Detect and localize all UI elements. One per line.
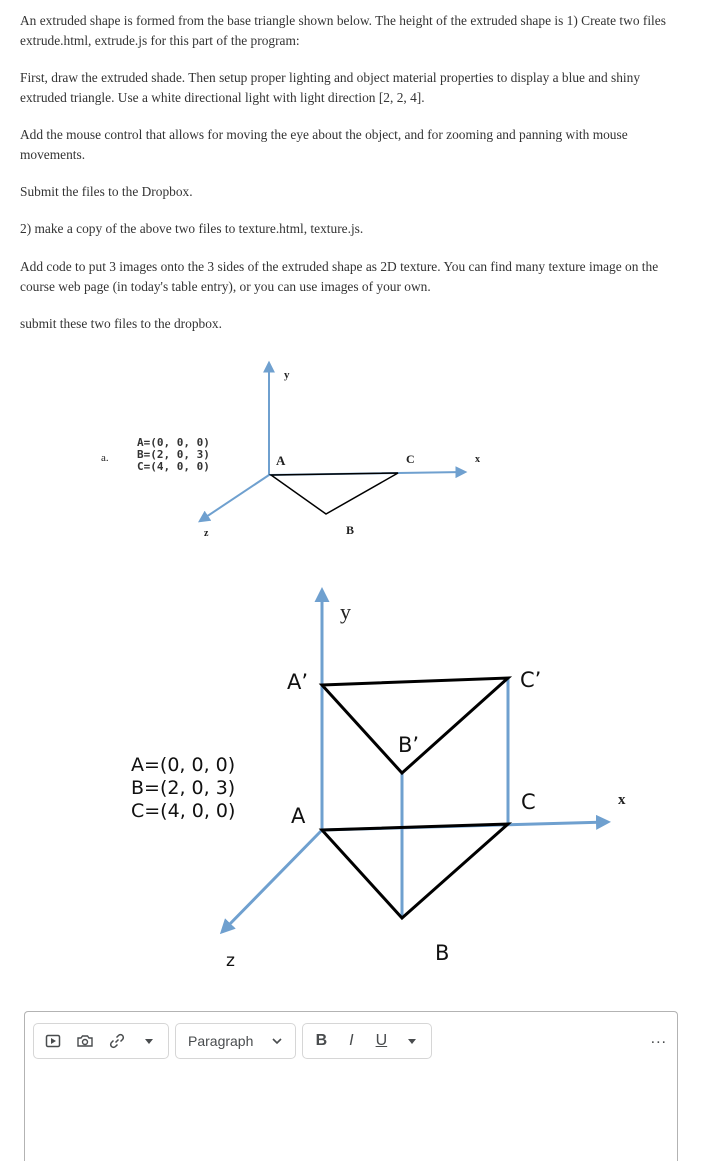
coord-b: B=(2, 0, 3) [137,448,210,461]
bottom-triangle [322,824,508,918]
z-axis-label: z [226,951,235,971]
coord-a: A=(0, 0, 0) [131,754,236,776]
text-style-group [302,1023,432,1059]
top-triangle [322,678,508,773]
point-b-label: B [435,941,450,965]
x-axis-label: x [618,792,626,808]
point-c-label: C [406,452,415,466]
bold-button[interactable]: B [315,1032,328,1049]
y-axis-label: y [340,599,351,624]
insert-link-button[interactable] [106,1030,128,1052]
z-axis-label: z [204,528,209,539]
instruction-paragraph-3: Add the mouse control that allows for moving the eye about the object, and for zooming and panning with mouse movements. [20,127,628,162]
instruction-paragraph-1: An extruded shape is formed from the base triangle shown below. The height of the extruded shape is 1) Create two files extrude.html, extrude.js for this part of the program: [20,13,666,48]
coord-a: A=(0, 0, 0) [137,436,210,449]
block-format-value: Paragraph [188,1033,254,1049]
block-format-select[interactable] [184,1033,287,1049]
camera-icon [76,1033,94,1049]
underline-button[interactable]: U [375,1032,388,1049]
coord-b: B=(2, 0, 3) [131,777,236,799]
chevron-down-icon [271,1036,283,1046]
more-options-button[interactable]: ... [650,1030,667,1047]
x-axis-label: x [475,454,480,465]
insert-more-dropdown[interactable] [138,1030,160,1052]
coord-c: C=(4, 0, 0) [137,460,210,473]
instruction-paragraph-2: First, draw the extruded shade. Then setup proper lighting and object material properties to display a blue and shiny extruded triangle. Use a white directional light with light direction [2, 2, 4]. [20,70,641,105]
editor-toolbar [33,1021,432,1061]
text-style-dropdown[interactable] [401,1030,423,1052]
z-axis [222,830,322,932]
insert-video-button[interactable] [42,1030,64,1052]
z-axis [200,475,269,521]
extruded-prism-diagram [0,580,722,980]
y-axis-label: y [284,369,290,381]
base-triangle [271,473,398,514]
point-a-prime-label: A’ [287,670,309,694]
coord-c: C=(4, 0, 0) [131,800,236,822]
point-c-label: C [521,790,536,814]
caret-down-icon [144,1036,154,1046]
italic-button[interactable]: I [349,1032,354,1049]
caret-down-icon [407,1036,417,1046]
item-marker: a. [101,452,109,464]
point-a-label: A [291,804,306,828]
base-triangle-diagram [0,355,722,555]
insert-group [33,1023,169,1059]
point-a-label: A [276,453,286,468]
instruction-paragraph-6: Add code to put 3 images onto the 3 sides of the extruded shape as 2D texture. You can find many texture image on the course web page (in today's table entry), or you can use images of your own. [20,259,659,294]
instruction-paragraph-5: 2) make a copy of the above two files to texture.html, texture.js. [20,221,364,236]
instruction-paragraph-7: submit these two files to the dropbox. [20,316,222,331]
video-icon [45,1033,61,1049]
point-b-label: B [346,523,355,537]
rich-text-editor[interactable] [24,1011,678,1161]
format-select-group [175,1023,296,1059]
instruction-paragraph-4: Submit the files to the Dropbox. [20,184,193,199]
link-icon [108,1032,126,1050]
point-c-prime-label: C’ [520,668,542,692]
point-b-prime-label: B’ [398,733,420,757]
insert-image-button[interactable] [74,1030,96,1052]
